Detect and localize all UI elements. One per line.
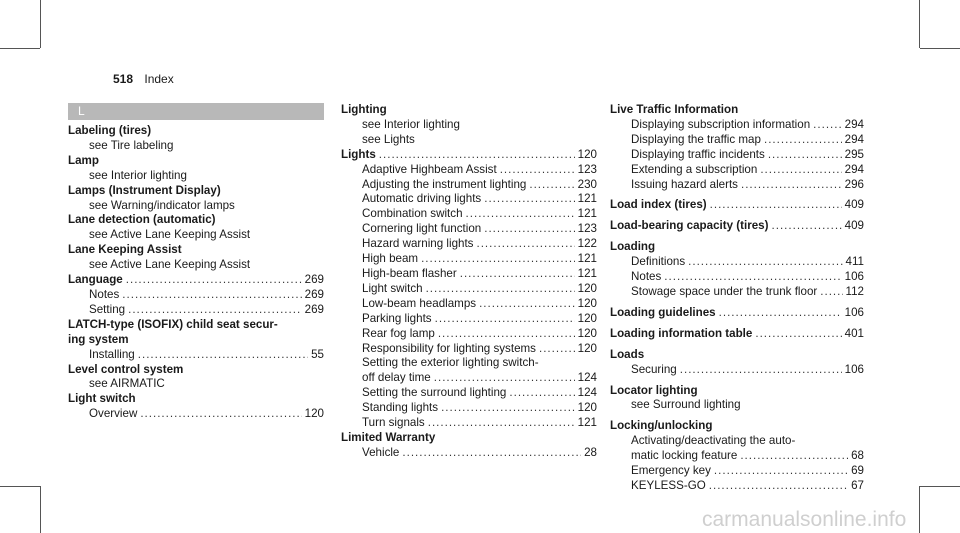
page-ref: 411 xyxy=(845,255,864,269)
index-heading: Labeling (tires) xyxy=(68,124,152,137)
dot-leader xyxy=(710,198,842,213)
page-header xyxy=(113,72,174,86)
see-reference: see Interior lighting xyxy=(362,117,460,131)
subentry-label: off delay time xyxy=(362,371,431,385)
subentry-label: Cornering light function xyxy=(362,222,482,236)
dot-leader xyxy=(740,449,848,464)
index-subentry xyxy=(341,207,597,222)
dot-leader xyxy=(484,192,574,207)
index-subentry xyxy=(341,237,597,252)
index-subentry xyxy=(68,303,324,318)
index-subentry xyxy=(341,446,597,461)
index-heading: ing system xyxy=(68,332,129,346)
index-subentry xyxy=(610,148,864,163)
page-ref: 120 xyxy=(304,407,324,421)
crop-mark xyxy=(919,486,920,533)
index-subentry xyxy=(341,297,597,312)
dot-leader xyxy=(460,267,575,282)
dot-leader xyxy=(441,401,575,416)
page-number: 518 xyxy=(113,72,134,86)
index-subentry xyxy=(610,118,864,133)
page-ref: 68 xyxy=(851,449,864,463)
page-ref: 295 xyxy=(844,147,864,161)
dot-leader xyxy=(140,407,301,422)
page-ref: 121 xyxy=(577,207,597,221)
dot-leader xyxy=(426,282,575,297)
page-ref: 121 xyxy=(577,252,597,266)
subentry-label: Low-beam headlamps xyxy=(362,296,477,310)
index-letter-heading: L xyxy=(68,103,324,120)
index-heading: Loading information table xyxy=(610,326,753,340)
subentry-label: Installing xyxy=(89,347,135,361)
index-subentry xyxy=(341,178,597,193)
subentry-label: Activating/deactivating the auto- xyxy=(631,434,796,448)
page-ref: 409 xyxy=(844,198,864,212)
see-reference: see Lights xyxy=(362,132,415,146)
subentry-label: Definitions xyxy=(631,255,686,269)
page-ref: 294 xyxy=(844,132,864,146)
page-ref: 123 xyxy=(577,222,597,236)
dot-leader xyxy=(509,386,574,401)
index-subentry xyxy=(341,342,597,357)
page-ref: 28 xyxy=(584,445,597,459)
index-entry xyxy=(610,219,864,234)
subentry-label: Displaying the traffic map xyxy=(631,132,761,146)
index-subentry xyxy=(610,449,864,464)
page-ref: 55 xyxy=(311,347,324,361)
subentry-label: Responsibility for lighting systems xyxy=(362,341,536,355)
page-ref: 124 xyxy=(577,371,597,385)
section-title: Index xyxy=(144,72,174,86)
index-subentry xyxy=(341,163,597,178)
crop-mark xyxy=(920,48,960,49)
page-ref: 269 xyxy=(304,302,324,316)
crop-mark xyxy=(40,486,41,533)
subentry-label: Vehicle xyxy=(362,445,400,459)
page-ref: 401 xyxy=(844,326,864,340)
index-heading: Load index (tires) xyxy=(610,198,707,212)
see-reference: see Interior lighting xyxy=(89,168,187,182)
page-ref: 120 xyxy=(577,147,597,161)
index-subentry xyxy=(68,407,324,422)
index-entry xyxy=(610,306,864,321)
see-reference: see Surround lighting xyxy=(631,398,741,412)
index-subentry xyxy=(68,348,324,363)
dot-leader xyxy=(435,312,575,327)
subentry-label: Displaying traffic incidents xyxy=(631,147,765,161)
page-ref: 120 xyxy=(577,281,597,295)
dot-leader xyxy=(772,219,842,234)
subentry-label: matic locking feature xyxy=(631,449,738,463)
subentry-label: Standing lights xyxy=(362,401,439,415)
subentry-label: Turn signals xyxy=(362,416,425,430)
dot-leader xyxy=(813,118,842,133)
page-ref: 124 xyxy=(577,386,597,400)
dot-leader xyxy=(476,237,574,252)
index-subentry xyxy=(341,386,597,401)
crop-mark xyxy=(919,0,920,48)
index-column-3 xyxy=(610,103,864,494)
crop-mark xyxy=(0,486,40,487)
index-heading: Lamps (Instrument Display) xyxy=(68,183,221,197)
see-reference: see Tire labeling xyxy=(89,138,174,152)
index-subentry xyxy=(610,178,864,193)
dot-leader xyxy=(421,252,575,267)
dot-leader xyxy=(379,148,575,163)
dot-leader xyxy=(122,288,301,303)
index-heading: Lane Keeping Assist xyxy=(68,243,182,257)
index-heading: Level control system xyxy=(68,362,184,376)
page-ref: 120 xyxy=(577,296,597,310)
page-ref: 294 xyxy=(844,162,864,176)
page-ref: 112 xyxy=(845,284,864,298)
subentry-label: Adjusting the instrument lighting xyxy=(362,177,527,191)
index-subentry xyxy=(68,288,324,303)
subentry-label: Setting the surround lighting xyxy=(362,386,507,400)
watermark: carmanualsonline.info xyxy=(702,508,907,531)
page-ref: 106 xyxy=(844,362,864,376)
dot-leader xyxy=(500,163,575,178)
page-ref: 69 xyxy=(851,464,864,478)
index-heading: Lights xyxy=(341,147,376,161)
index-column-1 xyxy=(68,103,324,422)
subentry-label: Hazard warning lights xyxy=(362,237,474,251)
index-heading: Loading xyxy=(610,240,656,254)
page-ref: 120 xyxy=(577,311,597,325)
dot-leader xyxy=(764,133,842,148)
dot-leader xyxy=(820,285,842,300)
index-subentry xyxy=(610,464,864,479)
subentry-label: Issuing hazard alerts xyxy=(631,177,738,191)
page-ref: 269 xyxy=(304,273,324,287)
index-entry xyxy=(68,273,324,288)
index-heading: Lane detection (automatic) xyxy=(68,213,216,227)
index-heading: Locator lighting xyxy=(610,383,698,397)
index-heading: Loads xyxy=(610,347,645,361)
dot-leader xyxy=(719,306,842,321)
page-ref: 121 xyxy=(577,416,597,430)
page-ref: 120 xyxy=(577,401,597,415)
dot-leader xyxy=(714,464,848,479)
page-ref: 296 xyxy=(844,177,864,191)
subentry-label: Setting the exterior lighting switch- xyxy=(362,356,539,370)
index-column-2 xyxy=(341,103,597,461)
subentry-label: Combination switch xyxy=(362,207,463,221)
subentry-label: Automatic driving lights xyxy=(362,192,482,206)
dot-leader xyxy=(539,342,575,357)
index-heading: Live Traffic Information xyxy=(610,103,739,116)
index-heading: LATCH-type (ISOFIX) child seat secur- xyxy=(68,317,278,331)
dot-leader xyxy=(688,255,842,270)
index-entry xyxy=(610,327,864,342)
dot-leader xyxy=(755,327,841,342)
index-subentry xyxy=(610,363,864,378)
subentry-label: Securing xyxy=(631,362,677,376)
index-subentry xyxy=(610,270,864,285)
dot-leader xyxy=(680,363,842,378)
crop-mark xyxy=(0,48,40,49)
dot-leader xyxy=(138,348,308,363)
index-heading: Locking/unlocking xyxy=(610,419,713,433)
subentry-label: Stowage space under the trunk floor xyxy=(631,284,818,298)
subentry-label: Light switch xyxy=(362,281,423,295)
index-subentry xyxy=(341,327,597,342)
page-ref: 106 xyxy=(844,270,864,284)
page-ref: 121 xyxy=(577,266,597,280)
dot-leader xyxy=(434,371,575,386)
dot-leader xyxy=(466,207,575,222)
see-reference: see Active Lane Keeping Assist xyxy=(89,228,251,242)
index-subentry xyxy=(341,401,597,416)
dot-leader xyxy=(760,163,841,178)
index-subentry xyxy=(341,192,597,207)
subentry-label: Emergency key xyxy=(631,464,711,478)
page-ref: 123 xyxy=(577,162,597,176)
index-heading: Language xyxy=(68,273,123,287)
subentry-label: High-beam flasher xyxy=(362,266,457,280)
subentry-label: KEYLESS-GO xyxy=(631,478,706,492)
index-subentry xyxy=(610,133,864,148)
subentry-label: High beam xyxy=(362,252,419,266)
dot-leader xyxy=(741,178,842,193)
subentry-label: Displaying subscription information xyxy=(631,117,811,131)
index-heading: Lighting xyxy=(341,103,387,116)
dot-leader xyxy=(438,327,575,342)
subentry-label: Rear fog lamp xyxy=(362,326,435,340)
page-ref: 120 xyxy=(577,326,597,340)
index-subentry xyxy=(610,285,864,300)
dot-leader xyxy=(664,270,841,285)
see-reference: see Warning/indicator lamps xyxy=(89,198,235,212)
dot-leader xyxy=(479,297,575,312)
dot-leader xyxy=(126,273,302,288)
dot-leader xyxy=(428,416,575,431)
index-heading: Light switch xyxy=(68,392,136,406)
index-heading: Lamp xyxy=(68,153,99,167)
index-subentry xyxy=(341,312,597,327)
subentry-label: Notes xyxy=(631,270,662,284)
page-ref: 121 xyxy=(577,192,597,206)
index-subentry xyxy=(341,252,597,267)
see-reference: see Active Lane Keeping Assist xyxy=(89,258,251,272)
dot-leader xyxy=(709,479,848,494)
page-ref: 67 xyxy=(851,478,864,492)
index-entry xyxy=(610,198,864,213)
page-ref: 122 xyxy=(577,237,597,251)
page-ref: 120 xyxy=(577,341,597,355)
index-subentry xyxy=(341,222,597,237)
dot-leader xyxy=(768,148,842,163)
page-ref: 409 xyxy=(844,219,864,233)
index-subentry xyxy=(610,255,864,270)
subentry-label: Adaptive Highbeam Assist xyxy=(362,162,497,176)
index-subentry xyxy=(610,479,864,494)
index-subentry xyxy=(341,282,597,297)
index-heading: Loading guidelines xyxy=(610,305,716,319)
subentry-label: Notes xyxy=(89,287,120,301)
index-subentry xyxy=(341,267,597,282)
index-entry xyxy=(341,148,597,163)
index-heading: Load-bearing capacity (tires) xyxy=(610,219,769,233)
dot-leader xyxy=(529,178,574,193)
subentry-label: Setting xyxy=(89,302,126,316)
page-ref: 294 xyxy=(844,117,864,131)
subentry-label: Extending a subscription xyxy=(631,162,758,176)
subentry-label: Parking lights xyxy=(362,311,432,325)
dot-leader xyxy=(484,222,574,237)
page-ref: 230 xyxy=(577,177,597,191)
see-reference: see AIRMATIC xyxy=(89,377,165,391)
page-ref: 106 xyxy=(844,305,864,319)
subentry-label: Overview xyxy=(89,407,138,421)
page-ref: 269 xyxy=(304,287,324,301)
index-heading: Limited Warranty xyxy=(341,430,436,444)
index-subentry xyxy=(610,163,864,178)
index-subentry xyxy=(341,416,597,431)
crop-mark xyxy=(920,486,960,487)
dot-leader xyxy=(402,446,581,461)
dot-leader xyxy=(128,303,302,318)
index-subentry xyxy=(341,371,597,386)
crop-mark xyxy=(40,0,41,48)
